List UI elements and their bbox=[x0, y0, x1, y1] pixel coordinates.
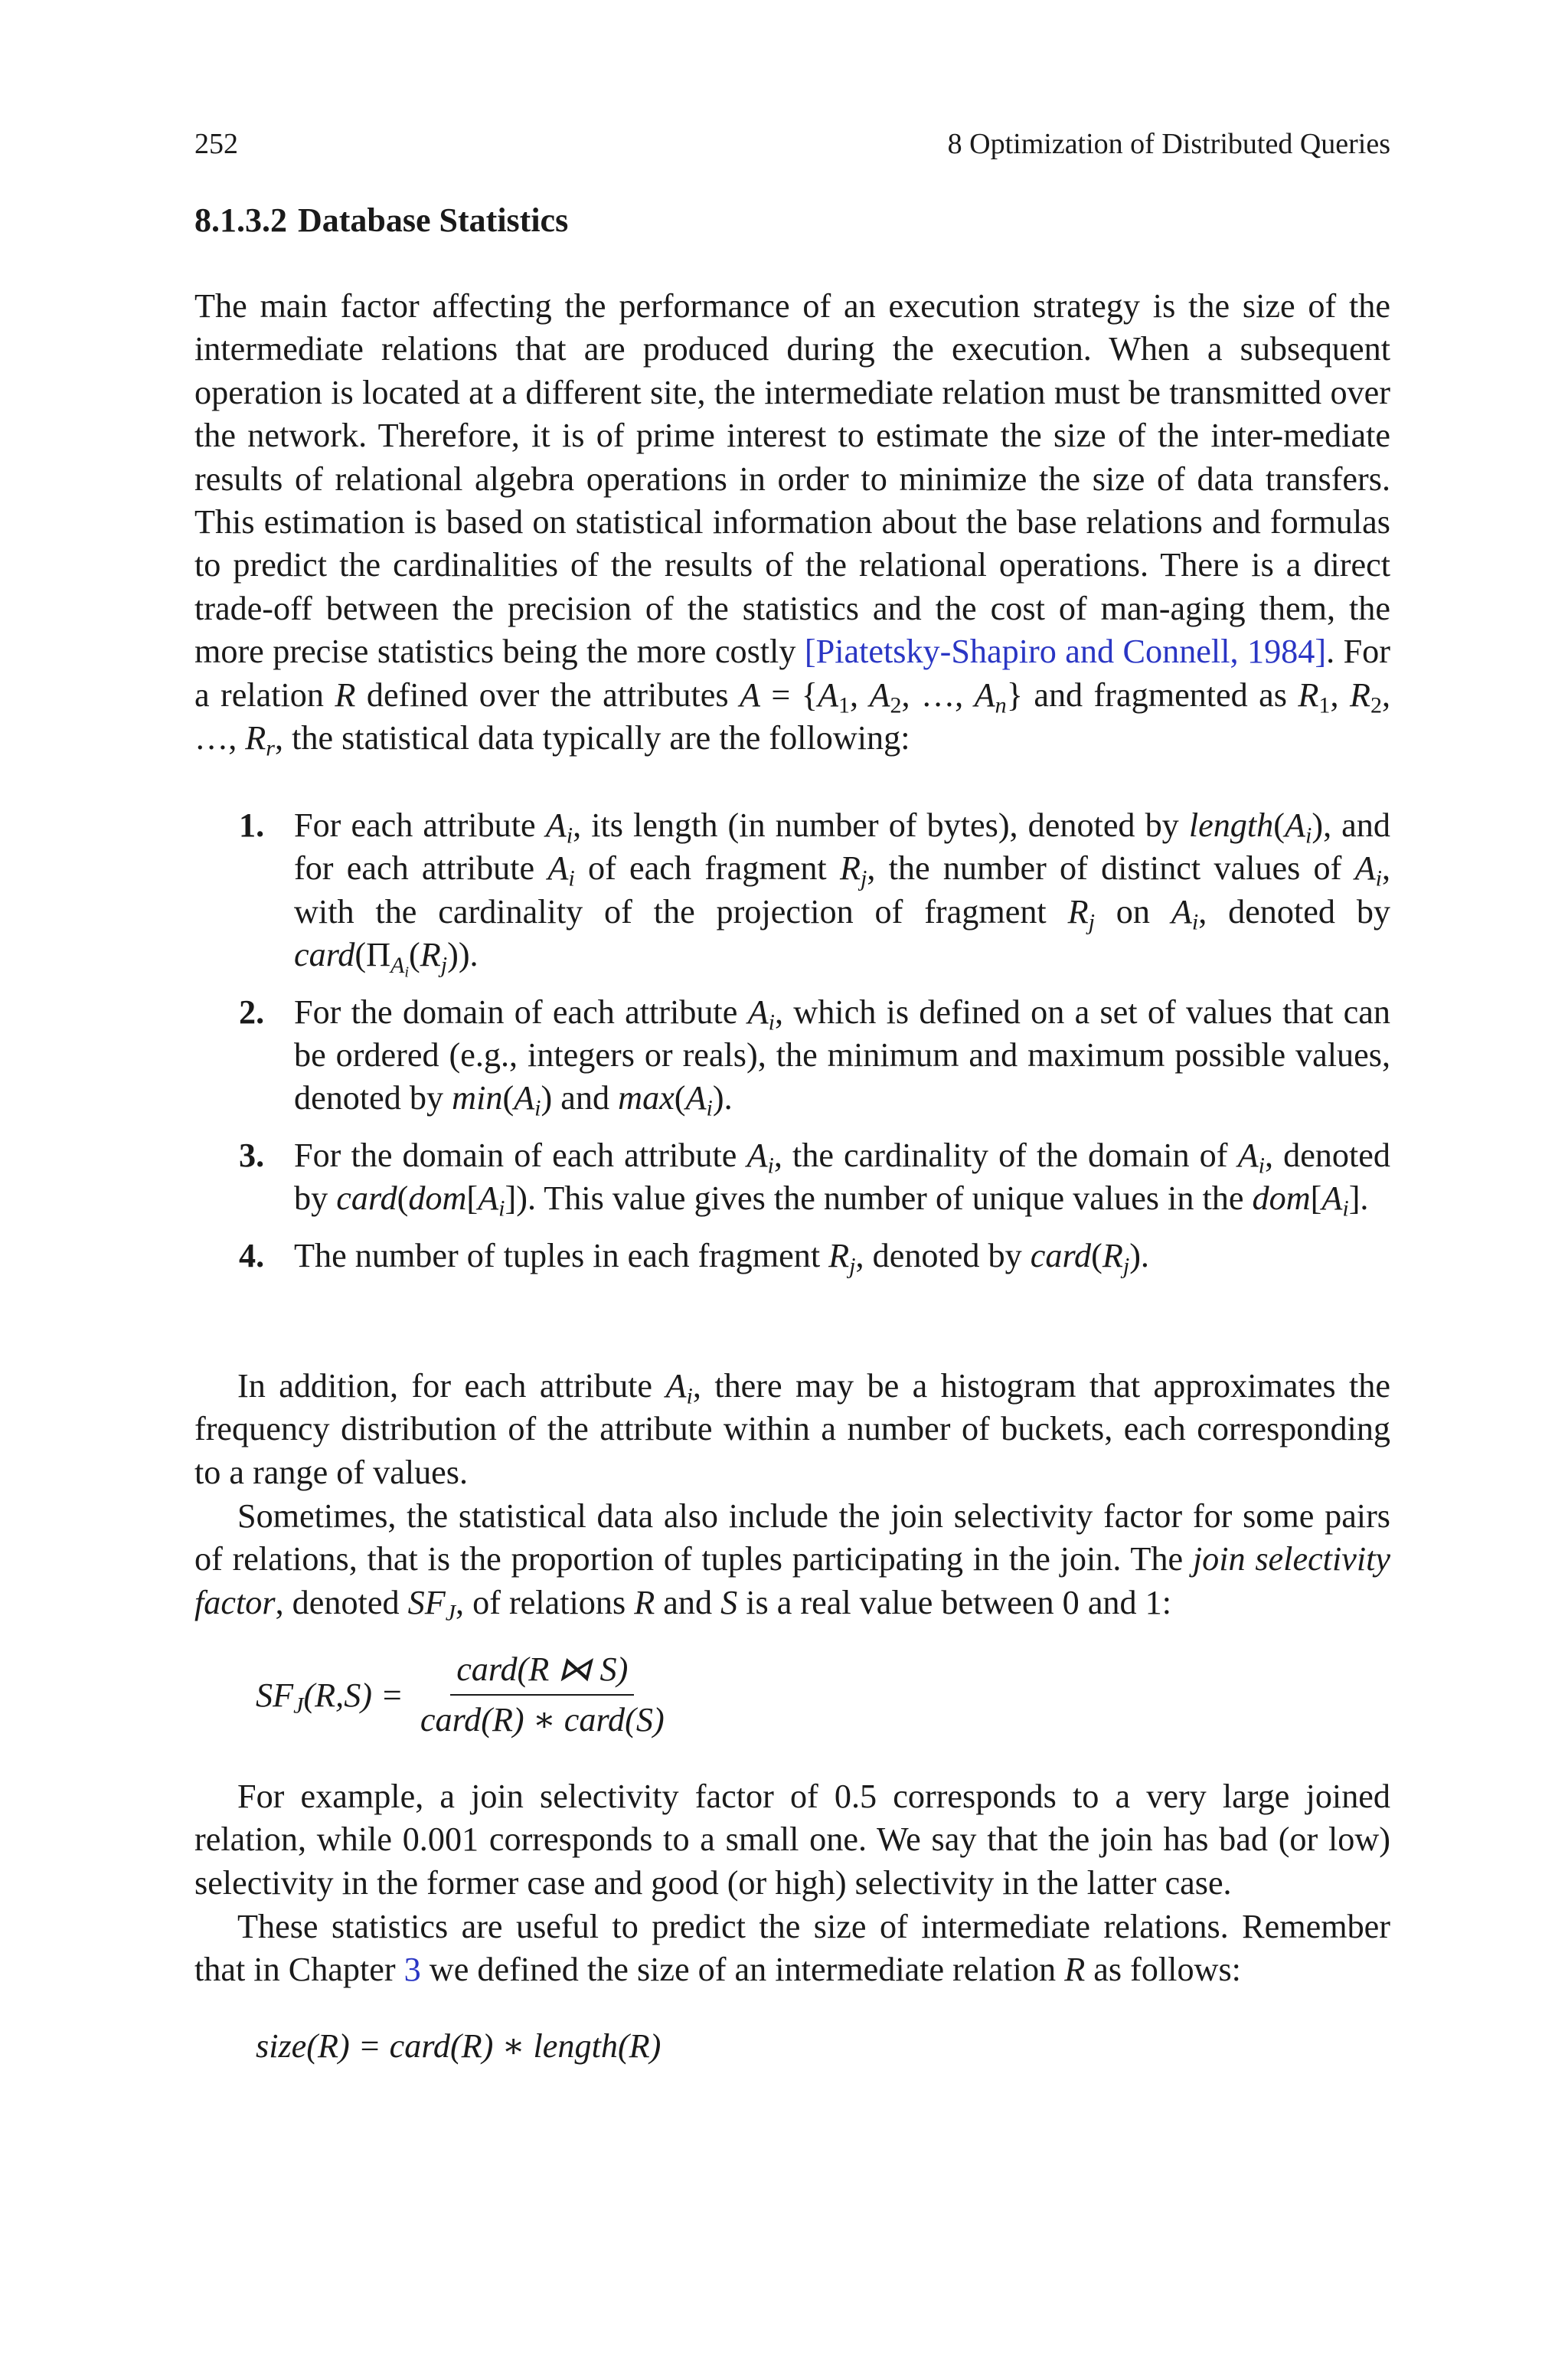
list-number: 1. bbox=[239, 806, 265, 844]
running-head bbox=[194, 125, 1390, 163]
section-heading bbox=[194, 199, 568, 242]
list-item: 3. For the domain of each attribute $A_i$, the cardinality of the domain of $A_i$, denoted by $card(dom[A_i])$. This value gives the number of unique values in the $dom[A_i]$. bbox=[239, 1134, 1390, 1221]
join-selectivity-formula bbox=[256, 1648, 671, 1742]
chapter-title: 8 Optimization of Distributed Queries bbox=[947, 128, 1390, 160]
histogram-paragraph: In addition, for each attribute $A_i$, there may be a histogram that approximates the frequency distribution of the attribute within a number of buckets, each corresponding to a range of values. bbox=[194, 1367, 1390, 1491]
formula-lhs: $SF_J(R,S)$ = bbox=[256, 1676, 403, 1718]
list-item: 4. The number of tuples in each fragment $R_j$, denoted by $card(R_j)$. bbox=[239, 1235, 1390, 1277]
list-item: 1. For each attribute $A_i$, its length (in number of bytes), denoted by $length(A_i)$, and for each attribute $A_i$ of each fragment $R_j$, the number of distinct values of $A_i$, with the cardinality of the projection of fragment $R_j$ on $A_i$, denoted by $card(\Pi_{A_i}(R_j))$. bbox=[239, 804, 1390, 977]
intro-paragraph: The main factor affecting the performance of an execution strategy is the size of the intermediate relations that are produced during the execution. When a subsequent operation is located at a different site, the intermediate relation must be transmitted over the network. Therefore, it is of prime interest to estimate the size of the inter-mediate results of relational algebra operations in order to minimize the size of data transfers. This estimation is based on statistical information about the base relations and formulas to predict the cardinalities of the results of the relational operations. There is a direct trade-off between the precision of the statistics and the cost of man-aging them, the more precise statistics being the more costly [Piatetsky-Shapiro and Connell, 1984]. For a relation R defined over the attributes $A = \{A_1$, $A_2$, …, $A_n$} and fragmented as $R_1$, $R_2$, …, $R_r$, the statistical data typically are the following: bbox=[194, 287, 1391, 761]
list-number: 3. bbox=[239, 1136, 265, 1174]
section-title: Database Statistics bbox=[298, 201, 569, 239]
join-selectivity-paragraph: Sometimes, the statistical data also include the join selectivity factor for some pairs of relations, that is the proportion of tuples participating in the join. The join selectivity factor, denoted $SF_J$, of relations R and S is a real value between 0 and 1: bbox=[194, 1497, 1391, 1626]
chapter-link[interactable]: 3 bbox=[403, 1951, 421, 1989]
fraction-denominator: card(R) ∗ card(S) bbox=[420, 1701, 665, 1739]
section-number: 8.1.3.2 bbox=[194, 201, 287, 239]
example-paragraph: For example, a join selectivity factor of 0.5 corresponds to a very large joined relation, while 0.001 corresponds to a small one. We say that the join has bad (or low) selectivity in the former case and good (or high) selectivity in the latter case. bbox=[194, 1778, 1390, 1902]
fraction-numerator: card(R ⋈ S) bbox=[450, 1648, 634, 1696]
defined-term: join selectivity factor bbox=[194, 1540, 1391, 1621]
citation-link[interactable]: [Piatetsky-Shapiro and Connell, 1984] bbox=[804, 633, 1327, 671]
list-number: 2. bbox=[239, 993, 265, 1031]
fraction bbox=[414, 1648, 671, 1742]
statistics-list bbox=[239, 804, 1390, 1291]
page-number: 252 bbox=[194, 128, 238, 160]
remember-paragraph: These statistics are useful to predict the size of intermediate relations. Remember that in Chapter 3 we defined the size of an intermediate relation R as follows: bbox=[194, 1908, 1390, 1989]
list-number: 4. bbox=[239, 1236, 265, 1274]
page bbox=[194, 0, 1390, 2378]
size-formula: size(R) = card(R) ∗ length(R) bbox=[256, 2027, 662, 2065]
list-item: 2. For the domain of each attribute $A_i$, which is defined on a set of values that can be ordered (e.g., integers or reals), the minimum and maximum possible values, denoted by $\min(A_i)$ and $\max(A_i)$. bbox=[239, 991, 1390, 1120]
